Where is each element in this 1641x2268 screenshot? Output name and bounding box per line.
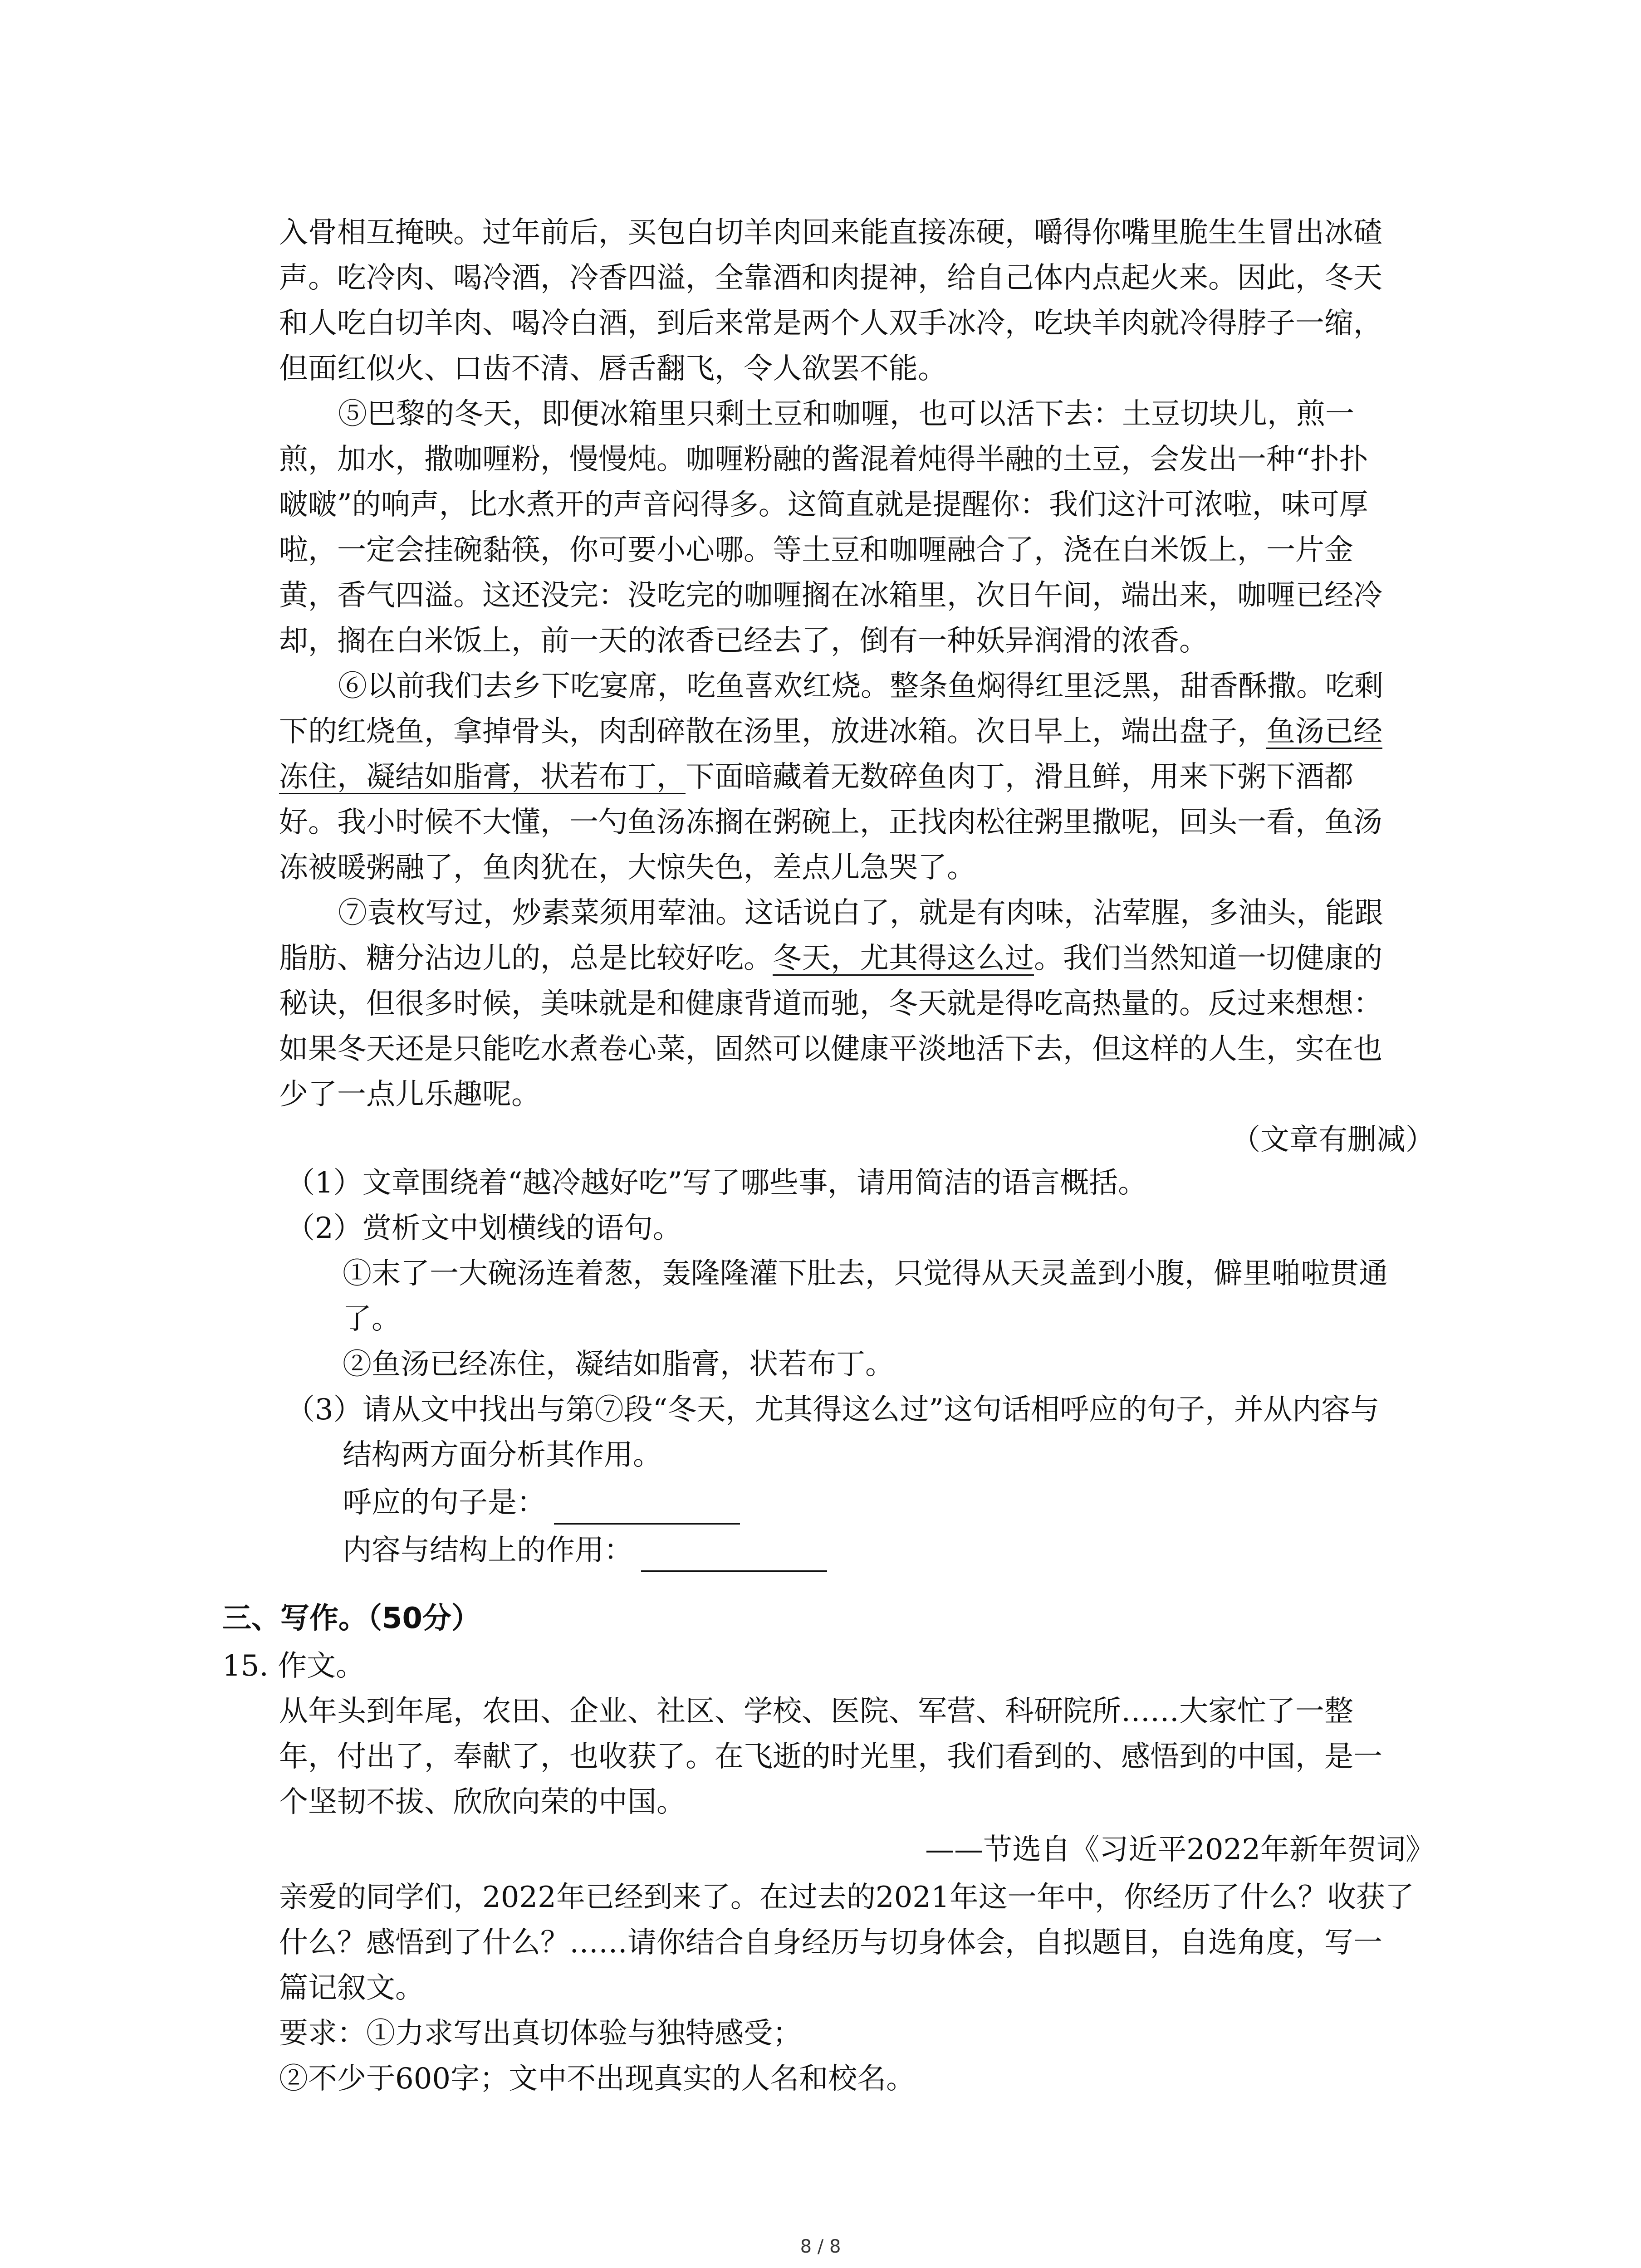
passage-text: 下的红烧鱼，拿掉骨头，肉刮碎散在汤里，放进冰箱。次日早上，端出盘子， (279, 715, 1266, 748)
question-1: （1）文章围绕着“越冷越好吃”写了哪些事，请用简洁的语言概括。 (286, 1166, 1147, 1200)
answer-row-role (343, 1529, 827, 1572)
passage-line: 声。吃冷肉、喝冷酒，冷香四溢，全靠酒和肉提神，给自己体内点起火来。因此，冬天 (279, 261, 1382, 295)
section-heading: 三、写作。（50分） (222, 1602, 481, 1635)
underlined-sentence: 冬天，尤其得这么过 (773, 942, 1034, 975)
requirement-line: ②不少于600字；文中不出现真实的人名和校名。 (279, 2062, 916, 2096)
underlined-sentence: 鱼汤已经 (1266, 715, 1382, 748)
passage-line (279, 710, 1382, 753)
passage-line: 却，搁在白米饭上，前一天的浓香已经去了，倒有一种妖异润滑的浓香。 (279, 624, 1208, 658)
passage-line: 如果冬天还是只能吃水煮卷心菜，固然可以健康平淡地活下去，但这样的人生，实在也 (279, 1032, 1382, 1066)
question-15: 15. 作文。 (222, 1649, 365, 1683)
passage-line: 秘诀，但很多时候，美味就是和健康背道而驰，冬天就是得吃高热量的。反过来想想： (279, 987, 1382, 1021)
passage-line: 入骨相互掩映。过年前后，买包白切羊肉回来能直接冻硬，嚼得你嘴里脆生生冒出冰碴 (279, 216, 1382, 249)
question-3-cont: 结构两方面分析其作用。 (343, 1438, 662, 1472)
passage-line: 黄，香气四溢。这还没完：没吃完的咖喱搁在冰箱里，次日午间，端出来，咖喱已经冷 (279, 579, 1382, 612)
passage-line: 啦，一定会挂碗黏筷，你可要小心哪。等土豆和咖喱融合了，浇在白米饭上，一片金 (279, 533, 1353, 567)
quote-line: 年，付出了，奉献了，也收获了。在飞逝的时光里，我们看到的、感悟到的中国，是一 (279, 1740, 1382, 1774)
quote-source: ——节选自《习近平2022年新年贺词》 (925, 1833, 1435, 1867)
passage-line: 好。我小时候不大懂，一勺鱼汤冻搁在粥碗上，正找肉松往粥里撒呢，回头一看，鱼汤 (279, 806, 1382, 839)
prompt-line: 亲爱的同学们，2022年已经到来了。在过去的2021年这一年中，你经历了什么？收获了 (279, 1881, 1414, 1914)
passage-line: 冻被暖粥融了，鱼肉犹在，大惊失色，差点儿急哭了。 (279, 851, 976, 885)
question-2-item-1-cont: 了。 (343, 1302, 401, 1336)
quote-line: 从年头到年尾，农田、企业、社区、学校、医院、军营、科研院所……大家忙了一整 (279, 1695, 1353, 1728)
answer-label: 呼应的句子是： (343, 1486, 546, 1520)
passage-line: 但面红似火、口齿不清、唇舌翻飞，令人欲罢不能。 (279, 352, 947, 386)
passage-text: 脂肪、糖分沾边儿的，总是比较好吃。 (279, 942, 773, 975)
passage-line: ⑥以前我们去乡下吃宴席，吃鱼喜欢红烧。整条鱼焖得红里泛黑，甜香酥撒。吃剩 (338, 670, 1383, 703)
passage-text: 。我们当然知道一切健康的 (1034, 942, 1382, 975)
question-2: （2）赏析文中划横线的语句。 (286, 1212, 682, 1245)
passage-line: ⑦袁枚写过，炒素菜须用荤油。这话说白了，就是有肉味，沾荤腥，多油头，能跟 (338, 896, 1383, 930)
prompt-line: 篇记叙文。 (279, 1971, 424, 2005)
question-3: （3）请从文中找出与第⑦段“冬天，尤其得这么过”这句话相呼应的句子，并从内容与 (286, 1393, 1380, 1427)
abridged-note: （文章有删减） (1231, 1123, 1435, 1157)
requirement-line: 要求：①力求写出真切体验与独特感受； (279, 2017, 802, 2050)
passage-line: 啵啵”的响声，比水煮开的声音闷得多。这简直就是提醒你：我们这汁可浓啦，味可厚 (279, 488, 1368, 522)
answer-blank[interactable] (641, 1538, 827, 1572)
passage-line: ⑤巴黎的冬天，即便冰箱里只剩土豆和咖喱，也可以活下去：土豆切块儿，煎一 (338, 397, 1354, 431)
passage-line: 煎，加水，撒咖喱粉，慢慢炖。咖喱粉融的酱混着炖得半融的土豆，会发出一种“扑扑 (279, 443, 1368, 476)
answer-row-sentence (343, 1481, 740, 1525)
question-2-item-1: ①末了一大碗汤连着葱，轰隆隆灌下肚去，只觉得从天灵盖到小腹，僻里啪啦贯通 (343, 1257, 1388, 1290)
underlined-sentence: 冻住，凝结如脂膏，状若布丁， (279, 760, 686, 794)
prompt-line: 什么？感悟到了什么？……请你结合自身经历与切身体会，自拟题目，自选角度，写一 (279, 1926, 1382, 1960)
answer-label: 内容与结构上的作用： (343, 1534, 633, 1567)
quote-line: 个坚韧不拔、欣欣向荣的中国。 (279, 1785, 686, 1819)
passage-text: 下面暗藏着无数碎鱼肉丁，滑且鲜，用来下粥下酒都 (686, 760, 1353, 794)
passage-line: 少了一点儿乐趣呢。 (279, 1078, 540, 1111)
question-2-item-2: ②鱼汤已经冻住，凝结如脂膏，状若布丁。 (343, 1348, 894, 1381)
passage-line (279, 755, 1353, 799)
answer-blank[interactable] (554, 1490, 740, 1525)
page-number: 8 / 8 (800, 2236, 841, 2257)
passage-line (279, 937, 1382, 980)
passage-line: 和人吃白切羊肉、喝冷白酒，到后来常是两个人双手冰冷，吃块羊肉就冷得脖子一缩， (279, 307, 1382, 340)
